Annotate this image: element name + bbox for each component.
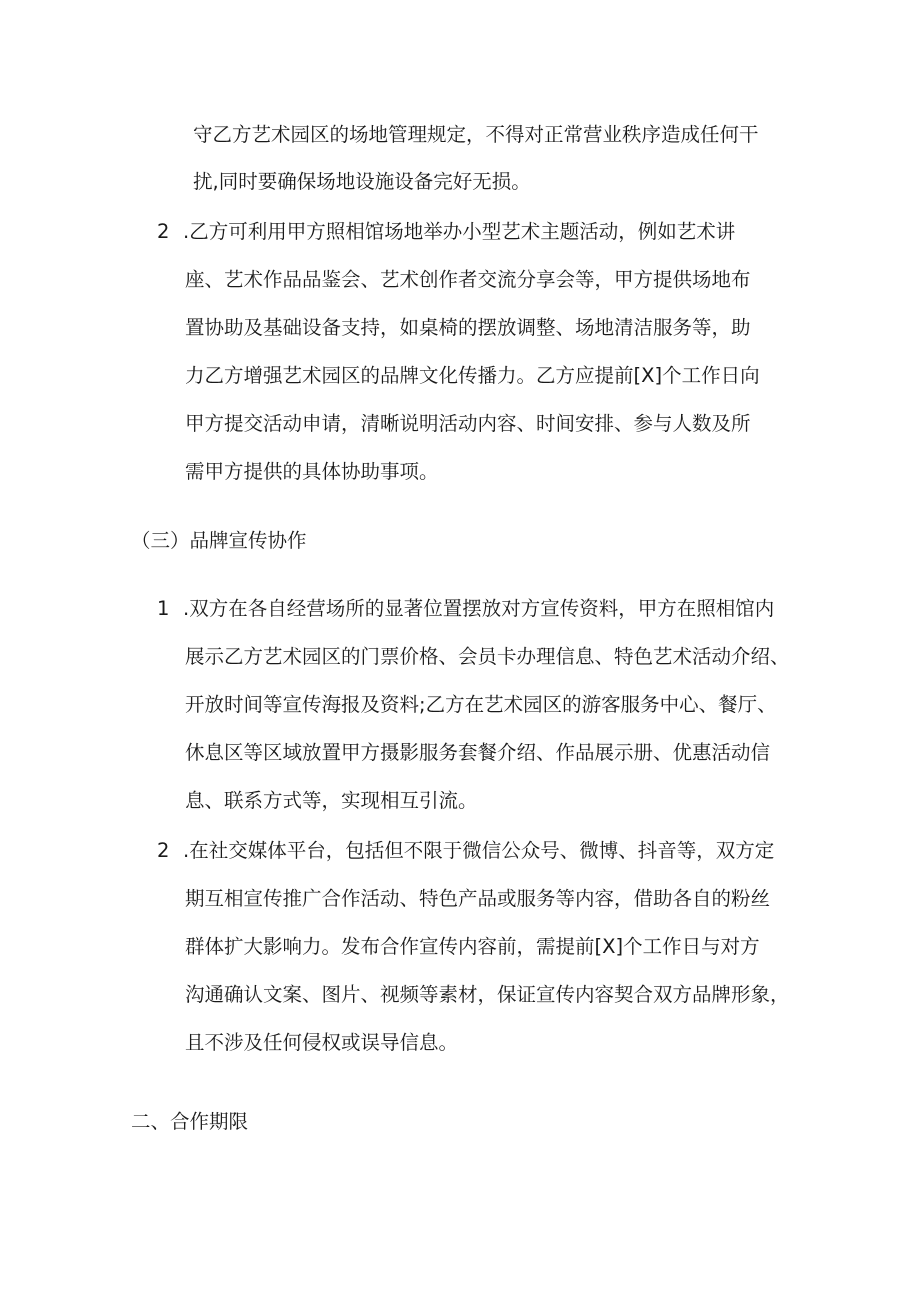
- paragraph-line: 期互相宣传推广合作活动、特色产品或服务等内容，借助各自的粉丝: [185, 887, 771, 910]
- paragraph-line: 且不涉及任何侵权或误导信息。: [185, 1031, 459, 1054]
- section-heading: （三）品牌宣传协作: [131, 529, 307, 552]
- paragraph-line: 沟通确认文案、图片、视频等素材，保证宣传内容契合双方品牌形象，: [185, 983, 790, 1006]
- list-item-number: 1: [157, 597, 170, 620]
- paragraph-line: .双方在各自经营场所的显著位置摆放对方宣传资料，甲方在照相馆内: [183, 597, 775, 620]
- paragraph-line: 展示乙方艺术园区的门票价格、会员卡办理信息、特色艺术活动介绍、: [185, 645, 790, 668]
- section-heading: 二、合作期限: [131, 1110, 249, 1133]
- paragraph-line: 开放时间等宣传海报及资料;乙方在艺术园区的游客服务中心、餐厅、: [185, 693, 777, 716]
- paragraph-line: 力乙方增强艺术园区的品牌文化传播力。乙方应提前[X]个工作日向: [185, 364, 760, 387]
- paragraph-line: .在社交媒体平台，包括但不限于微信公众号、微博、抖音等，双方定: [183, 839, 775, 862]
- paragraph-line: 群体扩大影响力。发布合作宣传内容前，需提前[X]个工作日与对方: [185, 935, 760, 958]
- paragraph-line: 座、艺术作品品鉴会、艺术创作者交流分享会等，甲方提供场地布: [185, 268, 751, 291]
- paragraph-line: 扰,同时要确保场地设施设备完好无损。: [193, 170, 531, 193]
- list-item-number: 2: [157, 220, 170, 243]
- paragraph-line: 需甲方提供的具体协助事项。: [185, 460, 439, 483]
- paragraph-line: 守乙方艺术园区的场地管理规定，不得对正常营业秩序造成任何干: [193, 123, 759, 146]
- paragraph-line: 甲方提交活动申请，清晰说明活动内容、时间安排、参与人数及所: [185, 412, 751, 435]
- list-item-number: 2: [157, 839, 170, 862]
- paragraph-line: 置协助及基础设备支持，如桌椅的摆放调整、场地清洁服务等，助: [185, 316, 751, 339]
- paragraph-line: 息、联系方式等，实现相互引流。: [185, 789, 478, 812]
- paragraph-line: .乙方可利用甲方照相馆场地举办小型艺术主题活动，例如艺术讲: [183, 220, 736, 243]
- paragraph-line: 休息区等区域放置甲方摄影服务套餐介绍、作品展示册、优惠活动信: [185, 741, 771, 764]
